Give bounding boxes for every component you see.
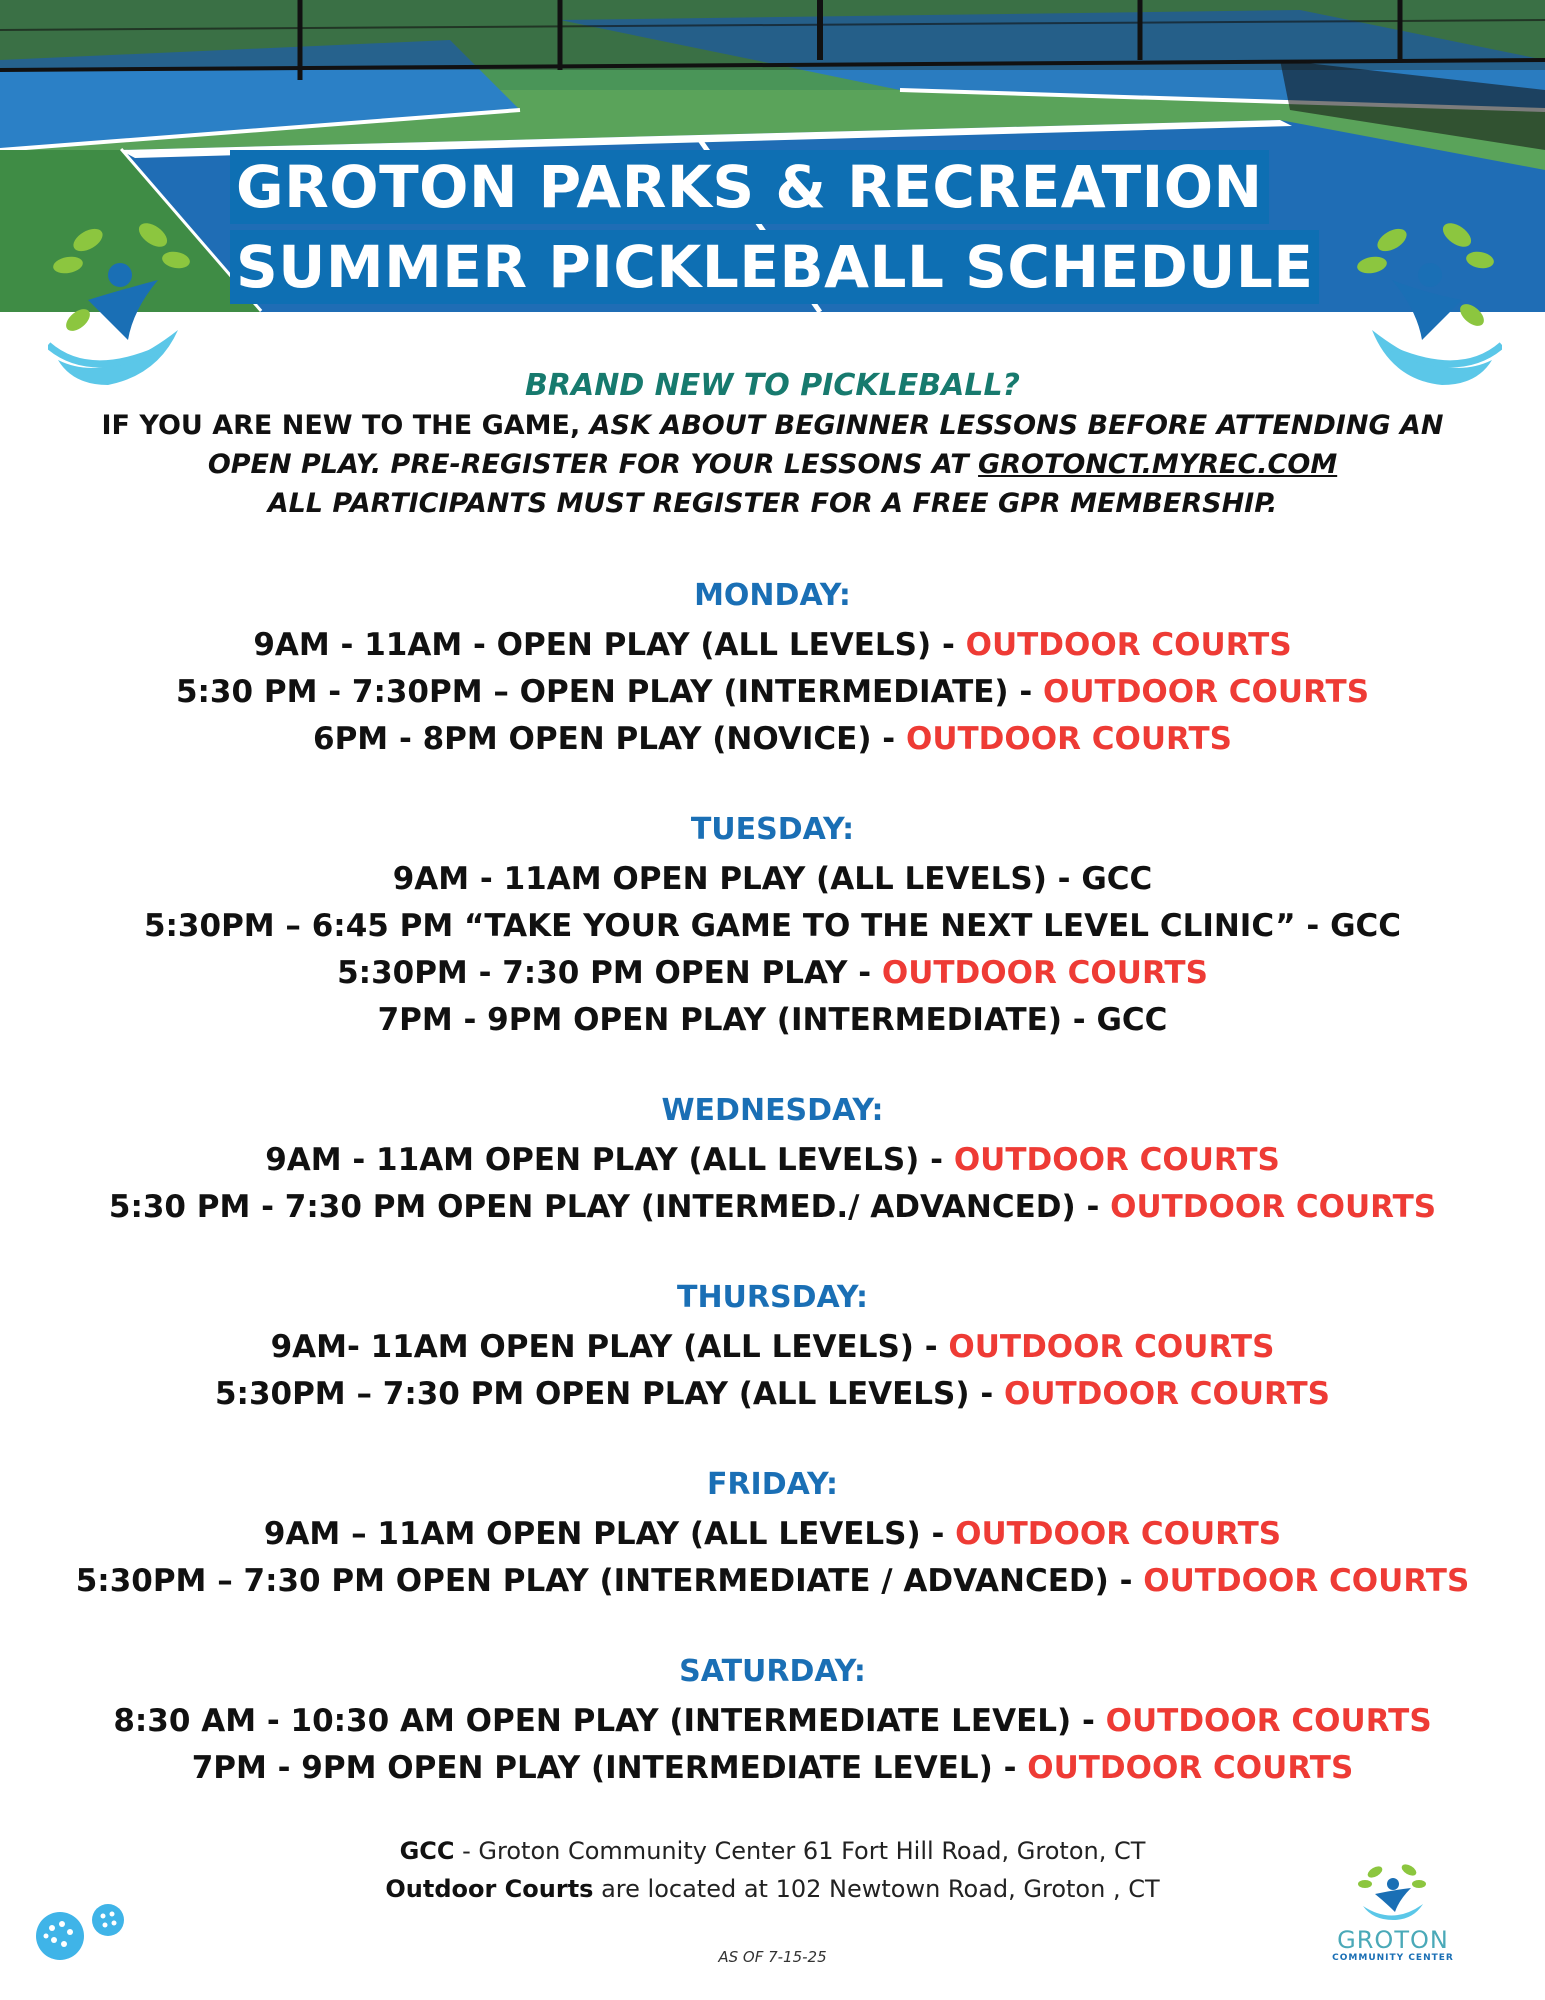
registration-link[interactable]: GROTONCT.MYREC.COM	[978, 449, 1338, 480]
session-row	[0, 669, 1545, 716]
day-block	[0, 810, 1545, 1044]
session-time-description: 9AM- 11AM OPEN PLAY (ALL LEVELS) -	[270, 1329, 949, 1365]
session-location: OUTDOOR COURTS	[1143, 1563, 1470, 1599]
day-block	[0, 576, 1545, 763]
title-line-1: GROTON PARKS & RECREATION	[230, 150, 1269, 224]
title-line-2: SUMMER PICKLEBALL SCHEDULE	[230, 230, 1319, 304]
session-time-description: 5:30PM - 7:30 PM OPEN PLAY -	[337, 955, 882, 991]
day-block	[0, 1091, 1545, 1231]
intro-heading: BRAND NEW TO PICKLEBALL?	[525, 368, 1020, 403]
session-row	[0, 903, 1545, 950]
session-location: OUTDOOR COURTS	[905, 721, 1232, 757]
session-row	[0, 1324, 1545, 1371]
weekly-schedule	[0, 576, 1545, 1839]
session-location: OUTDOOR COURTS	[881, 955, 1208, 991]
session-location: OUTDOOR COURTS	[965, 627, 1292, 663]
intro-line-1-plain: IF YOU ARE NEW TO THE GAME,	[101, 410, 590, 441]
person-leaf-logo-icon	[1353, 1860, 1433, 1922]
logo-word: GROTON	[1337, 1926, 1449, 1954]
session-row	[0, 716, 1545, 763]
groton-community-center-logo	[1318, 1860, 1468, 1980]
outdoor-label: Outdoor Courts	[385, 1875, 594, 1903]
day-name: MONDAY:	[694, 578, 851, 613]
outdoor-address: are located at 102 Newtown Road, Groton , CT	[593, 1875, 1160, 1903]
intro-line-3: ALL PARTICIPANTS MUST REGISTER FOR A FREE GPR MEMBERSHIP.	[267, 488, 1278, 519]
day-block	[0, 1465, 1545, 1605]
session-location: GCC	[1081, 861, 1153, 897]
day-block	[0, 1278, 1545, 1418]
session-time-description: 5:30PM – 7:30 PM OPEN PLAY (INTERMEDIATE / ADVANCED) -	[75, 1563, 1144, 1599]
session-time-description: 7PM - 9PM OPEN PLAY (INTERMEDIATE LEVEL) -	[191, 1750, 1028, 1786]
intro-line-2	[0, 445, 1545, 484]
session-row	[0, 1371, 1545, 1418]
session-location: OUTDOOR COURTS	[1105, 1703, 1432, 1739]
session-row	[0, 1511, 1545, 1558]
session-time-description: 6PM - 8PM OPEN PLAY (NOVICE) -	[313, 721, 906, 757]
gcc-address: - Groton Community Center 61 Fort Hill Road, Groton, CT	[454, 1837, 1146, 1865]
session-row	[0, 1698, 1545, 1745]
session-row	[0, 950, 1545, 997]
session-time-description: 5:30 PM - 7:30 PM OPEN PLAY (INTERMED./ ADVANCED) -	[108, 1189, 1111, 1225]
session-location: OUTDOOR COURTS	[1110, 1189, 1437, 1225]
day-name: TUESDAY:	[690, 812, 855, 847]
session-time-description: 5:30 PM - 7:30PM – OPEN PLAY (INTERMEDIATE) -	[175, 674, 1044, 710]
session-location: OUTDOOR COURTS	[1004, 1376, 1330, 1412]
gcc-address-line	[0, 1832, 1545, 1870]
intro-section	[0, 366, 1545, 523]
session-location: GCC	[1330, 908, 1402, 944]
outdoor-address-line	[0, 1870, 1545, 1908]
session-row	[0, 622, 1545, 669]
day-name: THURSDAY:	[676, 1280, 868, 1315]
day-name: WEDNESDAY:	[661, 1093, 884, 1128]
session-row	[0, 997, 1545, 1044]
session-location: OUTDOOR COURTS	[948, 1329, 1275, 1365]
location-notes	[0, 1832, 1545, 1908]
logo-subtitle: COMMUNITY CENTER	[1332, 1953, 1454, 1963]
session-time-description: 7PM - 9PM OPEN PLAY (INTERMEDIATE) -	[377, 1002, 1097, 1038]
day-name: SATURDAY:	[679, 1654, 866, 1689]
as-of-date: AS OF 7-15-25	[718, 1948, 827, 1966]
session-row	[0, 1745, 1545, 1792]
session-time-description: 5:30PM – 6:45 PM “TAKE YOUR GAME TO THE NEXT LEVEL CLINIC” -	[143, 908, 1331, 944]
session-row	[0, 1184, 1545, 1231]
session-row	[0, 856, 1545, 903]
session-location: OUTDOOR COURTS	[1043, 674, 1370, 710]
session-time-description: 9AM – 11AM OPEN PLAY (ALL LEVELS) -	[263, 1516, 956, 1552]
intro-line-2-italic: OPEN PLAY. PRE-REGISTER FOR YOUR LESSONS AT	[207, 449, 979, 480]
session-location: GCC	[1096, 1002, 1168, 1038]
session-row	[0, 1558, 1545, 1605]
session-location: OUTDOOR COURTS	[1027, 1750, 1354, 1786]
session-time-description: 9AM - 11AM - OPEN PLAY (ALL LEVELS) -	[253, 627, 966, 663]
session-time-description: 9AM - 11AM OPEN PLAY (ALL LEVELS) -	[265, 1142, 954, 1178]
session-time-description: 5:30PM – 7:30 PM OPEN PLAY (ALL LEVELS) -	[214, 1376, 1004, 1412]
session-time-description: 8:30 AM - 10:30 AM OPEN PLAY (INTERMEDIATE LEVEL) -	[113, 1703, 1106, 1739]
day-block	[0, 1652, 1545, 1792]
session-time-description: 9AM - 11AM OPEN PLAY (ALL LEVELS) -	[392, 861, 1082, 897]
session-location: OUTDOOR COURTS	[953, 1142, 1280, 1178]
intro-line-1	[0, 406, 1545, 445]
session-row	[0, 1137, 1545, 1184]
intro-line-1-italic: ASK ABOUT BEGINNER LESSONS BEFORE ATTENDING AN	[589, 410, 1444, 441]
session-location: OUTDOOR COURTS	[955, 1516, 1282, 1552]
gcc-label: GCC	[399, 1837, 455, 1865]
day-name: FRIDAY:	[706, 1467, 839, 1502]
pickleball-icon	[28, 1890, 138, 1970]
